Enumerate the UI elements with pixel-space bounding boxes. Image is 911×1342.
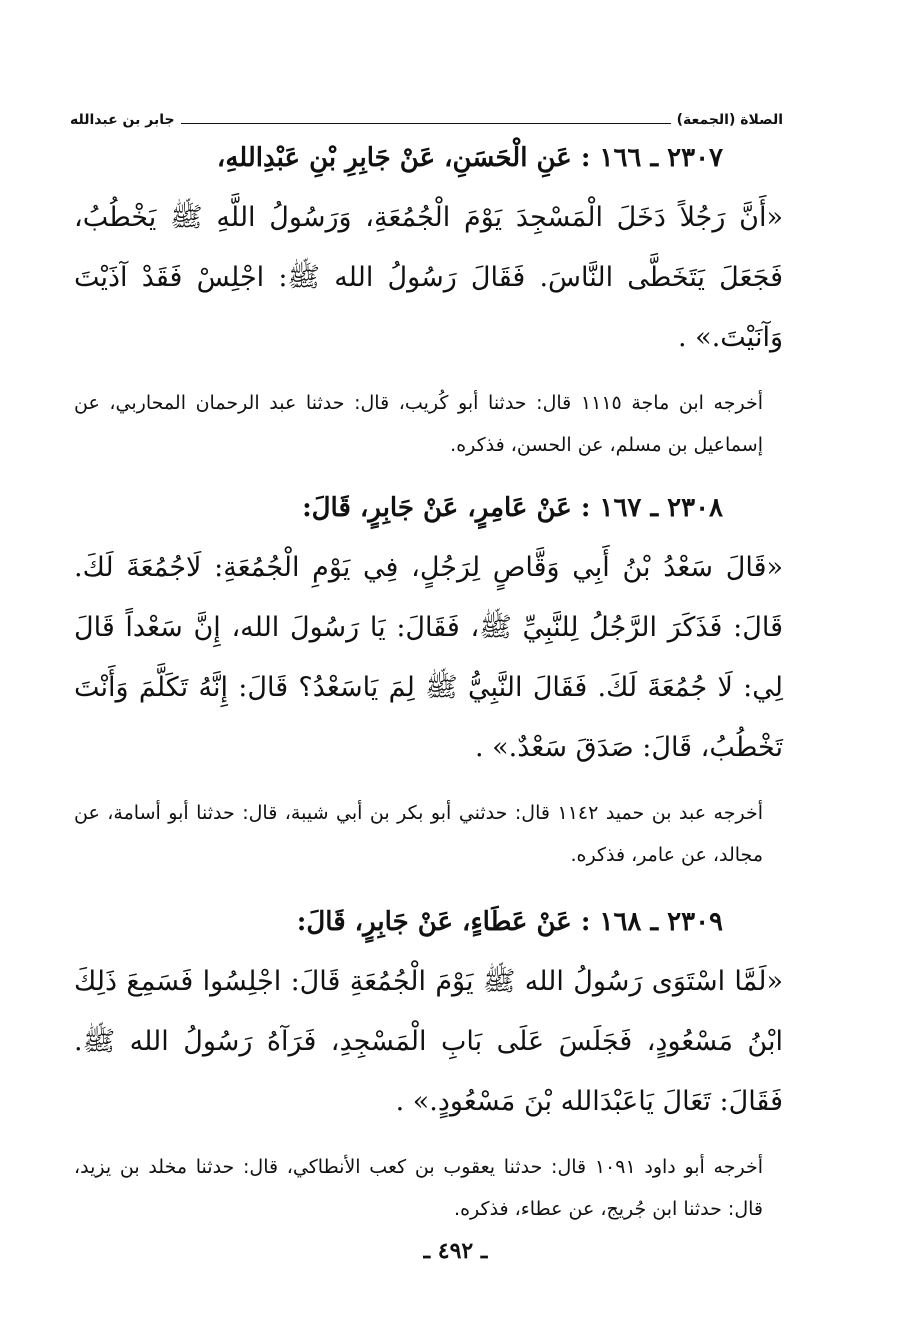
hadith-heading: ٢٣٠٩ ـ ١٦٨ : عَنْ عَطَاءٍ، عَنْ جَابِرٍ، قَالَ: (296, 907, 723, 937)
hadith-takhrij: أخرجه ابن ماجة ١١١٥ قال: حدثنا أبو كُريب، قال: حدثنا عبد الرحمان المحاربي، عن إسماعيل بن مسلم، عن الحسن، فذكره. (74, 392, 763, 456)
page-number: ـ ٤٩٢ ـ (423, 1238, 488, 1264)
section-gap (74, 876, 783, 902)
running-header (70, 104, 783, 128)
hadith-2308 (74, 488, 783, 876)
page-body (74, 138, 783, 1230)
hadith-2307 (74, 138, 783, 466)
hadith-takhrij: أخرجه أبو داود ١٠٩١ قال: حدثنا يعقوب بن كعب الأنطاكي، قال: حدثنا مخلد بن يزيد، قال: حدثنا ابن جُريج، عن عطاء، فذكره. (74, 1156, 763, 1220)
hadith-text: «لَمَّا اسْتَوَى رَسُولُ الله ﷺ يَوْمَ الْجُمُعَةِ قَالَ: اجْلِسُوا فَسَمِعَ ذَلِكَ ابْنُ مَسْعُودٍ، فَجَلَسَ عَلَى بَابِ الْمَسْجِدِ، فَرَآهُ رَسُولُ الله ﷺ. فَقَالَ: تَعَالَ يَاعَبْدَالله بْنَ مَسْعُودٍ.» . (74, 966, 783, 1117)
hadith-takhrij: أخرجه عبد بن حميد ١١٤٢ قال: حدثني أبو بكر بن أبي شيبة، قال: حدثنا أبو أسامة، عن مجالد، عن عامر، فذكره. (74, 802, 763, 866)
hadith-heading: ٢٣٠٧ ـ ١٦٦ : عَنِ الْحَسَنِ، عَنْ جَابِرِ بْنِ عَبْدِاللهِ، (216, 143, 723, 173)
hadith-text: «قَالَ سَعْدُ بْنُ أَبِي وَقَّاصٍ لِرَجُلٍ، فِي يَوْمِ الْجُمُعَةِ: لَاجُمُعَةَ لَكَ. قَالَ: فَذَكَرَ الرَّجُلُ لِلنَّبِيِّ ﷺ، فَقَالَ: يَا رَسُولَ الله، إِنَّ سَعْداً قَالَ لِي: لَا جُمُعَةَ لَكَ. فَقَالَ النَّبِيُّ ﷺ لِمَ يَاسَعْدُ؟ قَالَ: إِنَّهُ تَكَلَّمَ وَأَنْتَ تَخْطُبُ، قَالَ: صَدَقَ سَعْدٌ.» . (74, 552, 783, 763)
hadith-2309 (74, 902, 783, 1230)
section-gap (74, 466, 783, 488)
hadith-text: «أَنَّ رَجُلاً دَخَلَ الْمَسْجِدَ يَوْمَ الْجُمُعَةِ، وَرَسُولُ اللَّهِ ﷺ يَخْطُبُ، فَجَعَلَ يَتَخَطَّى النَّاسَ. فَقَالَ رَسُولُ الله ﷺ: اجْلِسْ فَقَدْ آذَيْتَ وَآنَيْتَ.» . (74, 202, 783, 353)
header-chapter: الصلاة (الجمعة) (676, 112, 783, 128)
hadith-heading: ٢٣٠٨ ـ ١٦٧ : عَنْ عَامِرٍ، عَنْ جَابِرٍ، قَالَ: (302, 493, 723, 523)
header-rule (181, 123, 671, 124)
header-narrator: جابر بن عبدالله (70, 112, 175, 128)
